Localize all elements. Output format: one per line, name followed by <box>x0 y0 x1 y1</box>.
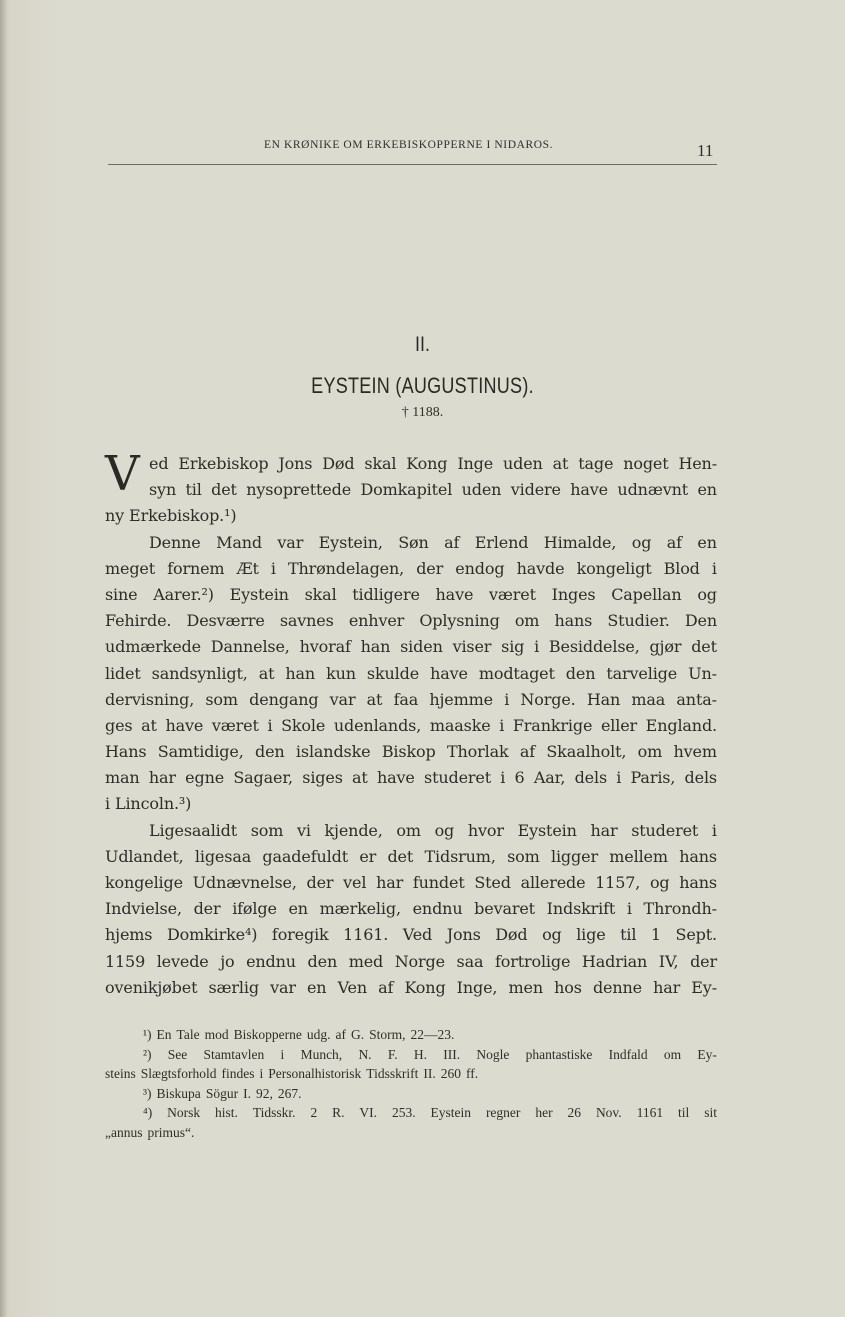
body-line: ny Erkebiskop.¹) <box>105 506 237 526</box>
header-rule <box>108 164 717 165</box>
footnotes <box>105 1025 717 1142</box>
body-line: man har egne Sagaer, siges at have studeret i 6 Aar, dels i Paris, dels <box>105 768 717 788</box>
body-line: syn til det nysoprettede Domkapitel uden videre have udnævnt en <box>149 480 717 500</box>
chapter-title: EYSTEIN (AUGUSTINUS). <box>311 373 534 398</box>
footnote-line: „annus primus“. <box>105 1124 195 1140</box>
body-line: kongelige Udnævnelse, der vel har fundet Sted allerede 1157, og hans <box>105 873 717 892</box>
drop-cap: V <box>105 446 140 502</box>
footnote-line: ¹) En Tale mod Biskopperne udg. af G. Storm, 22—23. <box>143 1027 455 1042</box>
body-line: lidet sandsynligt, at han kun skulde have modtaget den tarvelige Un- <box>105 663 717 683</box>
body-line: Indvielse, der ifølge en mærkelig, endnu bevaret Indskrift i Throndh- <box>105 899 717 919</box>
running-head: EN KRØNIKE OM ERKEBISKOPPERNE I NIDAROS. <box>264 139 554 151</box>
body-line: ovenikjøbet særlig var en Ven af Kong Inge, men hos denne har Ey- <box>105 977 717 997</box>
body-line: Fehirde. Desværre savnes enhver Oplysning om hans Studier. Den <box>105 611 717 631</box>
body-line: Denne Mand var Eystein, Søn af Erlend Himalde, og af en <box>149 532 717 552</box>
body-line: Udlandet, ligesaa gaadefuldt er det Tidsrum, som ligger mellem hans <box>105 846 717 866</box>
body-line: Hans Samtidige, den islandske Biskop Thorlak af Skaalholt, om hvem <box>105 742 717 762</box>
footnote-line: ⁴) Norsk hist. Tidsskr. 2 R. VI. 253. Eystein regner her 26 Nov. 1161 til sit <box>143 1105 717 1120</box>
footnote-line: ²) See Stamtavlen i Munch, N. F. H. III. Nogle phantastiske Indfald om Ey- <box>143 1046 717 1062</box>
body-line: hjems Domkirke⁴) foregik 1161. Ved Jons Død og lige til 1 Sept. <box>105 925 717 945</box>
footnote-line: ³) Biskupa Sögur I. 92, 267. <box>143 1085 302 1101</box>
chapter-number: II. <box>415 333 430 356</box>
body-text <box>105 446 717 1001</box>
footnote-line: steins Slægtsforhold findes i Personalhistorisk Tidsskrift II. 260 ff. <box>105 1066 479 1081</box>
body-line: ed Erkebiskop Jons Død skal Kong Inge uden at tage noget Hen- <box>149 454 717 473</box>
body-line: sine Aarer.²) Eystein skal tidligere have været Inges Capellan og <box>105 584 717 604</box>
body-line: meget fornem Æt i Thrøndelagen, der endog havde kongeligt Blod i <box>105 558 717 578</box>
body-line: i Lincoln.³) <box>105 794 192 814</box>
page-number: 11 <box>697 141 714 160</box>
body-line: dervisning, som dengang var at faa hjemme i Norge. Han maa anta- <box>105 689 717 709</box>
body-line: Ligesaalidt som vi kjende, om og hvor Eystein har studeret i <box>149 820 717 840</box>
body-line: 1159 levede jo endnu den med Norge saa fortrolige Hadrian IV, der <box>105 951 717 971</box>
page-binding-edge <box>0 0 7 1317</box>
chapter-date: † 1188. <box>401 405 444 420</box>
body-line: ges at have været i Skole udenlands, maaske i Frankrige eller England. <box>105 715 717 735</box>
body-line: udmærkede Dannelse, hvoraf han siden viser sig i Besiddelse, gjør det <box>105 637 717 657</box>
